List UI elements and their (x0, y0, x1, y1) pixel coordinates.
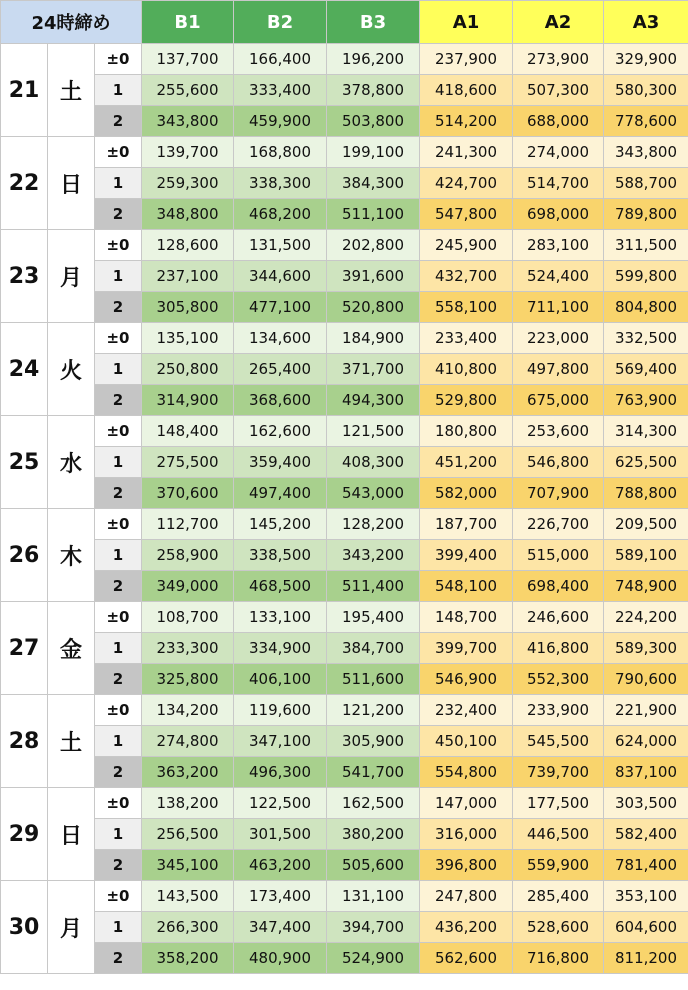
price-cell[interactable]: 358,200 (142, 943, 234, 974)
price-cell[interactable]: 345,100 (142, 850, 234, 881)
weekday-label: 月 (48, 230, 95, 323)
price-cell[interactable]: 511,600 (327, 664, 420, 695)
price-cell[interactable]: 274,800 (142, 726, 234, 757)
table-row (1, 354, 688, 385)
price-cell[interactable]: 748,900 (604, 571, 688, 602)
header-row (1, 1, 688, 44)
price-cell[interactable]: 604,600 (604, 912, 688, 943)
price-cell[interactable]: 562,600 (420, 943, 513, 974)
price-cell[interactable]: 380,200 (327, 819, 420, 850)
price-cell[interactable]: 311,500 (604, 230, 688, 261)
table-row (1, 633, 688, 664)
level-label: 1 (95, 261, 142, 292)
price-cell[interactable]: 410,800 (420, 354, 513, 385)
price-cell[interactable]: 554,800 (420, 757, 513, 788)
price-cell[interactable]: 459,900 (234, 106, 327, 137)
price-cell[interactable]: 781,400 (604, 850, 688, 881)
price-cell[interactable]: 168,800 (234, 137, 327, 168)
price-cell[interactable]: 338,300 (234, 168, 327, 199)
day-number: 30 (1, 881, 48, 974)
price-cell[interactable]: 514,200 (420, 106, 513, 137)
price-cell[interactable]: 237,900 (420, 44, 513, 75)
table-row (1, 292, 688, 323)
price-cell[interactable]: 384,700 (327, 633, 420, 664)
price-cell[interactable]: 283,100 (513, 230, 604, 261)
price-cell[interactable]: 255,600 (142, 75, 234, 106)
table-row (1, 664, 688, 695)
table-row (1, 819, 688, 850)
price-cell[interactable]: 406,100 (234, 664, 327, 695)
price-cell[interactable]: 359,400 (234, 447, 327, 478)
price-cell[interactable]: 145,200 (234, 509, 327, 540)
price-cell[interactable]: 463,200 (234, 850, 327, 881)
table-row (1, 106, 688, 137)
weekday-label: 金 (48, 602, 95, 695)
table-row (1, 881, 688, 912)
level-label: 2 (95, 571, 142, 602)
price-cell[interactable]: 408,300 (327, 447, 420, 478)
price-cell[interactable]: 237,100 (142, 261, 234, 292)
level-label: ±0 (95, 230, 142, 261)
price-cell[interactable]: 265,400 (234, 354, 327, 385)
price-cell[interactable]: 121,200 (327, 695, 420, 726)
price-cell[interactable]: 180,800 (420, 416, 513, 447)
price-cell[interactable]: 468,200 (234, 199, 327, 230)
price-cell[interactable]: 569,400 (604, 354, 688, 385)
price-cell[interactable]: 396,800 (420, 850, 513, 881)
table-row (1, 602, 688, 633)
level-label: 1 (95, 540, 142, 571)
price-cell[interactable]: 558,100 (420, 292, 513, 323)
price-cell[interactable]: 451,200 (420, 447, 513, 478)
price-cell[interactable]: 226,700 (513, 509, 604, 540)
col-header-b1[interactable]: B1 (142, 1, 234, 44)
weekday-label: 土 (48, 695, 95, 788)
table-row (1, 757, 688, 788)
price-cell[interactable]: 348,800 (142, 199, 234, 230)
price-cell[interactable]: 763,900 (604, 385, 688, 416)
price-cell[interactable]: 137,700 (142, 44, 234, 75)
day-number: 27 (1, 602, 48, 695)
price-cell[interactable]: 524,400 (513, 261, 604, 292)
price-cell[interactable]: 347,400 (234, 912, 327, 943)
price-cell[interactable]: 285,400 (513, 881, 604, 912)
price-cell[interactable]: 778,600 (604, 106, 688, 137)
price-cell[interactable]: 370,600 (142, 478, 234, 509)
price-cell[interactable]: 363,200 (142, 757, 234, 788)
price-cell[interactable]: 399,400 (420, 540, 513, 571)
day-number: 25 (1, 416, 48, 509)
price-cell[interactable]: 416,800 (513, 633, 604, 664)
level-label: ±0 (95, 416, 142, 447)
day-number: 22 (1, 137, 48, 230)
price-cell[interactable]: 418,600 (420, 75, 513, 106)
price-cell[interactable]: 582,000 (420, 478, 513, 509)
price-cell[interactable]: 675,000 (513, 385, 604, 416)
price-cell[interactable]: 112,700 (142, 509, 234, 540)
level-label: 2 (95, 478, 142, 509)
level-label: 1 (95, 168, 142, 199)
price-cell[interactable]: 625,500 (604, 447, 688, 478)
level-label: ±0 (95, 44, 142, 75)
price-cell[interactable]: 789,800 (604, 199, 688, 230)
table-row (1, 912, 688, 943)
price-cell[interactable]: 698,400 (513, 571, 604, 602)
price-cell[interactable]: 790,600 (604, 664, 688, 695)
price-cell[interactable]: 275,500 (142, 447, 234, 478)
price-cell[interactable]: 314,900 (142, 385, 234, 416)
price-cell[interactable]: 128,600 (142, 230, 234, 261)
price-cell[interactable]: 221,900 (604, 695, 688, 726)
price-cell[interactable]: 496,300 (234, 757, 327, 788)
price-cell[interactable]: 541,700 (327, 757, 420, 788)
table-title: 24時締め (1, 1, 142, 44)
table-row (1, 199, 688, 230)
price-cell[interactable]: 505,600 (327, 850, 420, 881)
price-cell[interactable]: 384,300 (327, 168, 420, 199)
weekday-label: 日 (48, 788, 95, 881)
price-cell[interactable]: 223,000 (513, 323, 604, 354)
weekday-label: 日 (48, 137, 95, 230)
price-cell[interactable]: 329,900 (604, 44, 688, 75)
price-cell[interactable]: 497,400 (234, 478, 327, 509)
price-cell[interactable]: 305,800 (142, 292, 234, 323)
level-label: ±0 (95, 788, 142, 819)
price-cell[interactable]: 147,000 (420, 788, 513, 819)
level-label: 2 (95, 106, 142, 137)
level-label: 1 (95, 354, 142, 385)
price-cell[interactable]: 224,200 (604, 602, 688, 633)
price-cell[interactable]: 589,100 (604, 540, 688, 571)
price-cell[interactable]: 273,900 (513, 44, 604, 75)
price-cell[interactable]: 316,000 (420, 819, 513, 850)
price-cell[interactable]: 344,600 (234, 261, 327, 292)
price-cell[interactable]: 187,700 (420, 509, 513, 540)
price-cell[interactable]: 209,500 (604, 509, 688, 540)
table-row (1, 75, 688, 106)
price-cell[interactable]: 546,900 (420, 664, 513, 695)
level-label: ±0 (95, 881, 142, 912)
price-cell[interactable]: 391,600 (327, 261, 420, 292)
price-cell[interactable]: 143,500 (142, 881, 234, 912)
table-row (1, 137, 688, 168)
price-cell[interactable]: 497,800 (513, 354, 604, 385)
level-label: 1 (95, 726, 142, 757)
price-cell[interactable]: 548,100 (420, 571, 513, 602)
price-cell[interactable]: 259,300 (142, 168, 234, 199)
table-row (1, 385, 688, 416)
level-label: ±0 (95, 695, 142, 726)
day-number: 28 (1, 695, 48, 788)
level-label: 1 (95, 633, 142, 664)
price-cell[interactable]: 528,600 (513, 912, 604, 943)
price-cell[interactable]: 162,600 (234, 416, 327, 447)
level-label: 2 (95, 664, 142, 695)
table-row (1, 571, 688, 602)
price-cell[interactable]: 166,400 (234, 44, 327, 75)
price-cell[interactable]: 424,700 (420, 168, 513, 199)
price-cell[interactable]: 245,900 (420, 230, 513, 261)
price-cell[interactable]: 247,800 (420, 881, 513, 912)
table-row (1, 509, 688, 540)
price-cell[interactable]: 559,900 (513, 850, 604, 881)
table-row (1, 788, 688, 819)
table-row (1, 261, 688, 292)
price-cell[interactable]: 128,200 (327, 509, 420, 540)
price-cell[interactable]: 343,800 (142, 106, 234, 137)
col-header-a2[interactable]: A2 (513, 1, 604, 44)
level-label: ±0 (95, 602, 142, 633)
day-number: 24 (1, 323, 48, 416)
price-cell[interactable]: 202,800 (327, 230, 420, 261)
day-number: 26 (1, 509, 48, 602)
price-cell[interactable]: 266,300 (142, 912, 234, 943)
col-header-b2[interactable]: B2 (234, 1, 327, 44)
price-cell[interactable]: 477,100 (234, 292, 327, 323)
level-label: 2 (95, 292, 142, 323)
level-label: ±0 (95, 509, 142, 540)
price-cell[interactable]: 332,500 (604, 323, 688, 354)
day-number: 23 (1, 230, 48, 323)
price-cell[interactable]: 148,400 (142, 416, 234, 447)
price-cell[interactable]: 507,300 (513, 75, 604, 106)
price-cell[interactable]: 624,000 (604, 726, 688, 757)
price-cell[interactable]: 195,400 (327, 602, 420, 633)
price-cell[interactable]: 135,100 (142, 323, 234, 354)
table-row (1, 540, 688, 571)
price-cell[interactable]: 184,900 (327, 323, 420, 354)
weekday-label: 月 (48, 881, 95, 974)
price-cell[interactable]: 494,300 (327, 385, 420, 416)
price-cell[interactable]: 314,300 (604, 416, 688, 447)
price-cell[interactable]: 599,800 (604, 261, 688, 292)
table-row (1, 168, 688, 199)
price-cell[interactable]: 199,100 (327, 137, 420, 168)
price-cell[interactable]: 811,200 (604, 943, 688, 974)
price-cell[interactable]: 121,500 (327, 416, 420, 447)
price-cell[interactable]: 246,600 (513, 602, 604, 633)
weekday-label: 土 (48, 44, 95, 137)
price-cell[interactable]: 133,100 (234, 602, 327, 633)
price-cell[interactable]: 436,200 (420, 912, 513, 943)
price-cell[interactable]: 515,000 (513, 540, 604, 571)
price-cell[interactable]: 514,700 (513, 168, 604, 199)
day-number: 29 (1, 788, 48, 881)
price-cell[interactable]: 394,700 (327, 912, 420, 943)
price-cell[interactable]: 371,700 (327, 354, 420, 385)
level-label: 2 (95, 943, 142, 974)
weekday-label: 水 (48, 416, 95, 509)
table-row (1, 230, 688, 261)
price-cell[interactable]: 241,300 (420, 137, 513, 168)
table-row (1, 447, 688, 478)
price-cell[interactable]: 547,800 (420, 199, 513, 230)
level-label: 1 (95, 75, 142, 106)
price-cell[interactable]: 543,000 (327, 478, 420, 509)
price-cell[interactable]: 338,500 (234, 540, 327, 571)
price-cell[interactable]: 303,500 (604, 788, 688, 819)
price-cell[interactable]: 134,600 (234, 323, 327, 354)
price-cell[interactable]: 250,800 (142, 354, 234, 385)
price-cell[interactable]: 119,600 (234, 695, 327, 726)
price-cell[interactable]: 173,400 (234, 881, 327, 912)
level-label: 2 (95, 385, 142, 416)
level-label: 1 (95, 819, 142, 850)
price-cell[interactable]: 232,400 (420, 695, 513, 726)
price-cell[interactable]: 131,100 (327, 881, 420, 912)
price-cell[interactable]: 162,500 (327, 788, 420, 819)
price-cell[interactable]: 468,500 (234, 571, 327, 602)
weekday-label: 火 (48, 323, 95, 416)
price-cell[interactable]: 837,100 (604, 757, 688, 788)
price-cell[interactable]: 334,900 (234, 633, 327, 664)
price-cell[interactable]: 347,100 (234, 726, 327, 757)
table-row (1, 44, 688, 75)
price-cell[interactable]: 707,900 (513, 478, 604, 509)
price-cell[interactable]: 139,700 (142, 137, 234, 168)
price-cell[interactable]: 520,800 (327, 292, 420, 323)
price-cell[interactable]: 503,800 (327, 106, 420, 137)
price-cell[interactable]: 333,400 (234, 75, 327, 106)
price-cell[interactable]: 233,900 (513, 695, 604, 726)
price-cell[interactable]: 258,900 (142, 540, 234, 571)
price-cell[interactable]: 804,800 (604, 292, 688, 323)
price-cell[interactable]: 582,400 (604, 819, 688, 850)
table-row (1, 943, 688, 974)
table-row (1, 850, 688, 881)
col-header-a3[interactable]: A3 (604, 1, 688, 44)
price-cell[interactable]: 511,100 (327, 199, 420, 230)
price-cell[interactable]: 546,800 (513, 447, 604, 478)
price-cell[interactable]: 253,600 (513, 416, 604, 447)
price-cell[interactable]: 688,000 (513, 106, 604, 137)
level-label: ±0 (95, 137, 142, 168)
weekday-label: 木 (48, 509, 95, 602)
col-header-a1[interactable]: A1 (420, 1, 513, 44)
day-number: 21 (1, 44, 48, 137)
price-cell[interactable]: 698,000 (513, 199, 604, 230)
price-cell[interactable]: 580,300 (604, 75, 688, 106)
price-cell[interactable]: 399,700 (420, 633, 513, 664)
table-row (1, 726, 688, 757)
price-cell[interactable]: 716,800 (513, 943, 604, 974)
price-cell[interactable]: 552,300 (513, 664, 604, 695)
table-row (1, 478, 688, 509)
col-header-b3[interactable]: B3 (327, 1, 420, 44)
price-cell[interactable]: 177,500 (513, 788, 604, 819)
price-cell[interactable]: 368,600 (234, 385, 327, 416)
price-cell[interactable]: 349,000 (142, 571, 234, 602)
price-cell[interactable]: 134,200 (142, 695, 234, 726)
price-cell[interactable]: 446,500 (513, 819, 604, 850)
level-label: 2 (95, 199, 142, 230)
price-cell[interactable]: 138,200 (142, 788, 234, 819)
price-cell[interactable]: 353,100 (604, 881, 688, 912)
price-cell[interactable]: 545,500 (513, 726, 604, 757)
price-cell[interactable]: 196,200 (327, 44, 420, 75)
table-row (1, 323, 688, 354)
price-cell[interactable]: 529,800 (420, 385, 513, 416)
price-cell[interactable]: 325,800 (142, 664, 234, 695)
price-cell[interactable]: 450,100 (420, 726, 513, 757)
price-cell[interactable]: 148,700 (420, 602, 513, 633)
price-cell[interactable]: 739,700 (513, 757, 604, 788)
price-cell[interactable]: 432,700 (420, 261, 513, 292)
price-cell[interactable]: 305,900 (327, 726, 420, 757)
price-cell[interactable]: 480,900 (234, 943, 327, 974)
price-cell[interactable]: 524,900 (327, 943, 420, 974)
price-cell[interactable]: 343,800 (604, 137, 688, 168)
price-cell[interactable]: 788,800 (604, 478, 688, 509)
price-cell[interactable]: 233,400 (420, 323, 513, 354)
price-cell[interactable]: 108,700 (142, 602, 234, 633)
price-cell[interactable]: 511,400 (327, 571, 420, 602)
level-label: ±0 (95, 323, 142, 354)
level-label: 1 (95, 912, 142, 943)
price-cell[interactable]: 256,500 (142, 819, 234, 850)
table-row (1, 695, 688, 726)
price-cell[interactable]: 233,300 (142, 633, 234, 664)
level-label: 2 (95, 850, 142, 881)
table-row (1, 416, 688, 447)
price-cell[interactable]: 122,500 (234, 788, 327, 819)
price-cell[interactable]: 274,000 (513, 137, 604, 168)
table-body (1, 44, 688, 974)
price-cell[interactable]: 589,300 (604, 633, 688, 664)
level-label: 2 (95, 757, 142, 788)
price-cell[interactable]: 343,200 (327, 540, 420, 571)
price-cell[interactable]: 588,700 (604, 168, 688, 199)
price-cell[interactable]: 131,500 (234, 230, 327, 261)
level-label: 1 (95, 447, 142, 478)
price-cell[interactable]: 711,100 (513, 292, 604, 323)
price-cell[interactable]: 378,800 (327, 75, 420, 106)
price-cell[interactable]: 301,500 (234, 819, 327, 850)
